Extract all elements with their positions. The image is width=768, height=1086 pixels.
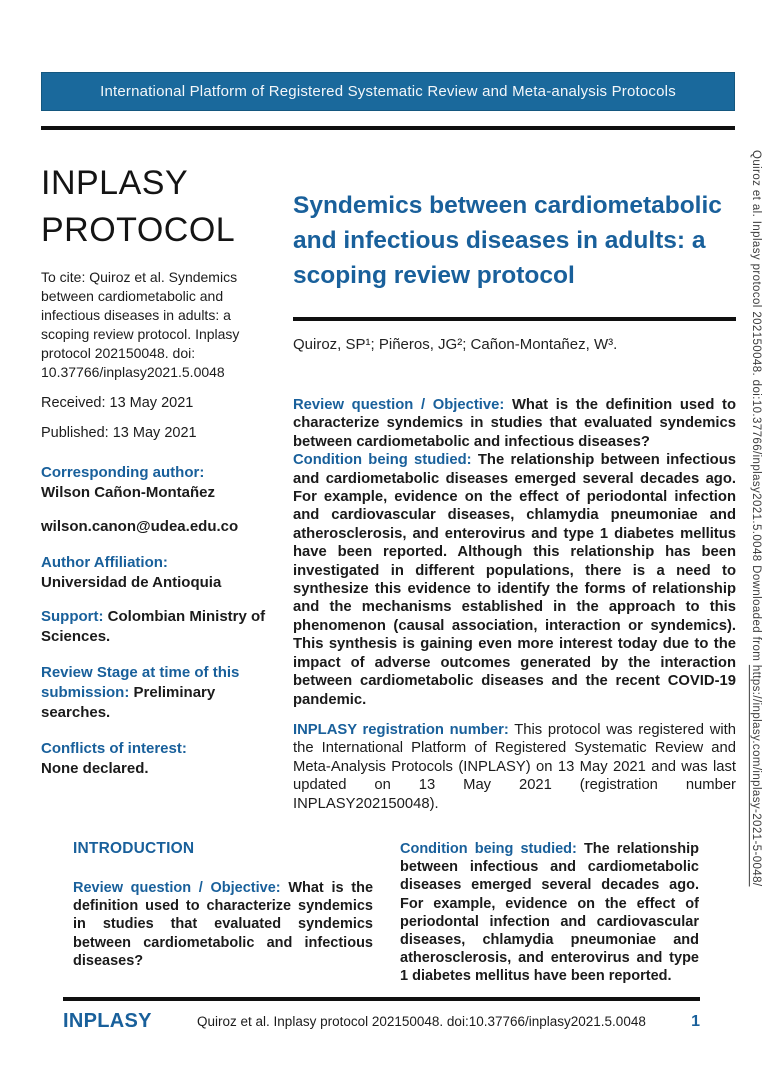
platform-banner-title: International Platform of Registered Systematic Review and Meta-analysis Protocols <box>100 83 676 100</box>
vertical-side-note-text: Quiroz et al. Inplasy protocol 202150048. doi:10.37766/inplasy2021.5.0048 Downloaded from <box>750 150 762 665</box>
footer-citation: Quiroz et al. Inplasy protocol 202150048. doi:10.37766/inplasy2021.5.0048 <box>197 1014 646 1029</box>
article-column <box>293 158 736 813</box>
introduction-left-column <box>73 840 373 970</box>
introduction-review-question-text: What is the definition used to characterize syndemics in studies that evaluated syndemics between cardiometabolic and infectious diseases? <box>73 880 374 969</box>
corresponding-author-name: Wilson Cañon-Montañez <box>41 484 216 501</box>
condition-text: The relationship between infectious and cardiometabolic diseases emerged several decades ago. For example, evidence on the effect of periodontal infection and cardiovascular diseases, chlamydia pneumoniae and atherosclerosis, and enterovirus and type 1 diabetes mellitus have been reported. Although this relationship has been investigated in different populations, there is a need to synthesize this evidence to identify the forms of relationship and the mechanisms established in the approach to this phenomenon (causal association, interaction or syndemics). This synthesis is gaining even more interest today due to the impact of adverse outcomes generated by the interaction between cardiometabolic diseases and the recent COVID-19 pandemic. <box>293 452 736 708</box>
footer-page-number: 1 <box>691 1012 700 1030</box>
review-stage-value: Preliminary searches. <box>41 684 216 721</box>
support-label: Support: <box>41 608 104 625</box>
corresponding-author-block <box>41 463 277 503</box>
published-date: Published: 13 May 2021 <box>41 425 197 441</box>
footer-brand-logo: INPLASY <box>63 1010 152 1032</box>
introduction-heading: INTRODUCTION <box>73 840 195 857</box>
review-question-paragraph <box>293 396 736 451</box>
corresponding-author-email: wilson.canon@udea.edu.co <box>41 518 239 535</box>
corresponding-author-label: Corresponding author: <box>41 464 205 481</box>
support-value: Colombian Ministry of Sciences. <box>41 608 266 645</box>
introduction-review-question-paragraph <box>73 879 373 970</box>
support-block <box>41 607 277 647</box>
introduction-right-column <box>400 840 699 986</box>
conflicts-label: Conflicts of interest: <box>41 740 187 757</box>
introduction-condition-text: The relationship between infectious and cardiometabolic diseases emerged several decades ago. For example, evidence on the effect of periodontal infection and cardiovascular diseases, chlamydia pneumoniae and atherosclerosis, and enterovirus and type 1 diabetes mellitus have been reported. <box>400 841 699 985</box>
conflicts-block <box>41 739 277 779</box>
article-title: Syndemics between cardiometabolic and infectious diseases in adults: a scoping review protocol <box>293 192 722 289</box>
introduction-condition-label: Condition being studied: <box>400 841 577 857</box>
footer <box>63 1010 700 1033</box>
left-sidebar <box>41 160 277 779</box>
review-stage-block <box>41 663 277 723</box>
registration-text: This protocol was registered with the International Platform of Registered Systematic Review and Meta-Analysis Protocols (INPLASY) on 13 May 2021 and was last updated on 13 May 2021 (registration number INPLASY202150048). <box>293 721 737 812</box>
masthead-title <box>41 160 277 254</box>
author-affiliation-label: Author Affiliation: <box>41 554 168 571</box>
condition-label: Condition being studied: <box>293 452 472 469</box>
platform-banner <box>41 72 735 111</box>
review-question-text: What is the definition used to characterize syndemics in studies that evaluated syndemics between cardiometabolic and infectious diseases? <box>293 397 736 450</box>
masthead-line2: PROTOCOL <box>41 211 236 249</box>
vertical-side-note-link[interactable]: https://inplasy.com/inplasy-2021-5-0048/ <box>750 664 762 887</box>
header-divider-rule <box>41 126 735 130</box>
title-divider-rule <box>293 317 736 321</box>
received-date: Received: 13 May 2021 <box>41 395 194 411</box>
vertical-side-note <box>750 150 762 1050</box>
review-question-label: Review question / Objective: <box>293 397 505 413</box>
author-affiliation-value: Universidad de Antioquia <box>41 574 222 591</box>
registration-paragraph <box>293 721 736 813</box>
review-stage-label: Review Stage at time of this submission: <box>41 664 240 701</box>
author-list: Quiroz, SP¹; Piñeros, JG²; Cañon-Montañez, W³. <box>293 336 618 353</box>
conflicts-value: None declared. <box>41 760 149 777</box>
author-affiliation-block <box>41 553 277 593</box>
introduction-condition-paragraph <box>400 840 699 986</box>
citation-note: To cite: Quiroz et al. Syndemics between cardiometabolic and infectious diseases in adults: a scoping review protocol. Inplasy protocol 202150048. doi: 10.37766/inplasy2021.5.0048 <box>41 269 240 380</box>
introduction-review-question-label: Review question / Objective: <box>73 880 281 896</box>
condition-paragraph <box>293 451 736 709</box>
registration-label: INPLASY registration number: <box>293 721 509 738</box>
masthead-line1: INPLASY <box>41 164 189 202</box>
footer-divider-rule <box>63 997 700 1001</box>
